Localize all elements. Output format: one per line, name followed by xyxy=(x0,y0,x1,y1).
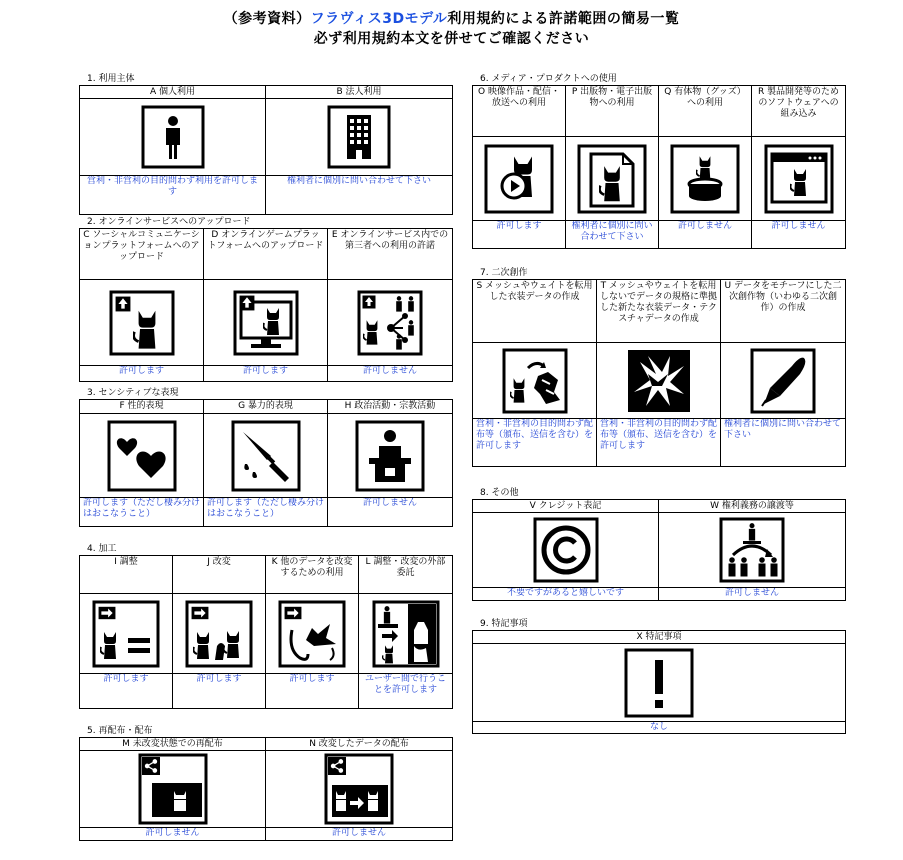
building-icon xyxy=(266,99,452,176)
item-x xyxy=(473,631,845,733)
section-title: 3. センシティブな表現 xyxy=(87,388,179,398)
item-heading: E オンラインサービス内での第三者への利用の許諾 xyxy=(328,229,452,280)
video-icon xyxy=(473,137,565,221)
section-title: 4. 加工 xyxy=(87,544,117,554)
item-w xyxy=(659,500,845,600)
item-heading: O 映像作品・配信・放送への利用 xyxy=(473,86,565,137)
item-value: 権利者に個別に問い合わせて下さい xyxy=(286,176,431,186)
pen-icon xyxy=(721,343,845,419)
item-heading: G 暴力的表現 xyxy=(204,400,327,414)
license-table xyxy=(79,228,453,382)
item-heading: X 特記事項 xyxy=(473,631,845,644)
item-heading: M 未改変状態での再配布 xyxy=(80,738,265,751)
redistribute-icon xyxy=(80,751,265,828)
item-value: 許可します xyxy=(289,674,335,684)
item-b xyxy=(266,86,452,214)
item-heading: P 出版物・電子出版物への利用 xyxy=(566,86,658,137)
podium-icon xyxy=(328,414,452,498)
item-d xyxy=(204,229,328,381)
item-heading: C ソーシャルコミュニケーションプラットフォームへのアップロード xyxy=(80,229,203,280)
item-j xyxy=(173,556,266,708)
license-table xyxy=(472,499,846,601)
item-value: 営利・非営利の目的問わず配布等（頒布、送信を含む）を許可します xyxy=(476,419,594,451)
section-title: 5. 再配布・配布 xyxy=(87,726,153,736)
section-usage-subject xyxy=(79,73,453,215)
item-heading: B 法人利用 xyxy=(266,86,452,99)
item-heading: A 個人利用 xyxy=(80,86,265,99)
item-value: なし xyxy=(649,722,668,732)
item-value: 許可します（ただし棲み分けはおこなうこと） xyxy=(83,498,201,519)
item-heading: T メッシュやウェイトを転用しないでデータの規格に準拠した新たな衣装データ・テクスチャデータの作成 xyxy=(597,280,720,343)
item-value: 権利者に個別に問い合わせて下さい xyxy=(724,419,842,440)
item-value: 許可しません xyxy=(724,588,779,598)
item-value: 不要ですがあると嬉しいです xyxy=(506,588,624,598)
game-upload-icon xyxy=(204,280,327,366)
knife-icon xyxy=(204,414,327,498)
item-m xyxy=(80,738,266,840)
item-value: 許可しません xyxy=(362,366,417,376)
item-value: 許可します xyxy=(242,366,288,376)
item-r xyxy=(752,86,845,248)
item-t xyxy=(597,280,721,466)
item-k xyxy=(266,556,359,708)
software-icon xyxy=(752,137,845,221)
item-value: 営利・非営利の目的問わず配布等（頒布、送信を含む）を許可します xyxy=(600,419,718,451)
item-h xyxy=(328,400,452,526)
section-media-products xyxy=(472,73,846,249)
section-sensitive-expression xyxy=(79,387,453,527)
item-value: 許可します xyxy=(196,674,242,684)
section-other xyxy=(472,487,846,601)
item-o xyxy=(473,86,566,248)
item-e xyxy=(328,229,452,381)
goods-icon xyxy=(659,137,751,221)
section-online-upload xyxy=(79,216,453,382)
item-heading: J 改変 xyxy=(173,556,265,594)
section-title: 1. 利用主体 xyxy=(87,74,135,84)
merge-data-icon xyxy=(266,594,358,674)
item-heading: D オンラインゲームプラットフォームへのアップロード xyxy=(204,229,327,280)
title-suffix: 利用規約による許諾範囲の簡易一覧 xyxy=(447,11,680,27)
license-table xyxy=(79,85,453,215)
item-a xyxy=(80,86,266,214)
item-value: ユーザー間で行うことを許可します xyxy=(364,674,446,695)
item-heading: N 改変したデータの配布 xyxy=(266,738,452,751)
section-title: 6. メディア・プロダクトへの使用 xyxy=(480,74,617,84)
item-heading: Q 有体物（グッズ）への利用 xyxy=(659,86,751,137)
item-s xyxy=(473,280,597,466)
item-q xyxy=(659,86,752,248)
item-value: 許可しません xyxy=(771,221,826,231)
license-table xyxy=(79,555,453,709)
person-icon xyxy=(80,99,265,176)
item-v xyxy=(473,500,659,600)
section-title: 8. その他 xyxy=(480,488,519,498)
item-heading: F 性的表現 xyxy=(80,400,203,414)
modify-icon xyxy=(173,594,265,674)
item-value: 許可しません xyxy=(145,828,200,838)
outsource-icon xyxy=(359,594,452,674)
item-f xyxy=(80,400,204,526)
item-heading: I 調整 xyxy=(80,556,172,594)
copyright-icon xyxy=(473,513,658,588)
license-table xyxy=(472,279,846,467)
section-processing xyxy=(79,543,453,709)
title-line-1 xyxy=(0,8,903,28)
item-heading: H 政治活動・宗教活動 xyxy=(328,400,452,414)
title-prefix: （参考資料） xyxy=(223,11,311,27)
license-table xyxy=(472,630,846,734)
item-i xyxy=(80,556,173,708)
item-value: 許可しません xyxy=(677,221,732,231)
item-value: 権利者に個別に問い合わせて下さい xyxy=(571,221,653,242)
license-table xyxy=(472,85,846,249)
social-upload-icon xyxy=(80,280,203,366)
item-value: 許可します（ただし棲み分けはおこなうこと） xyxy=(207,498,325,519)
item-value: 許可します xyxy=(103,674,149,684)
section-title: 9. 特記事項 xyxy=(480,619,528,629)
publication-icon xyxy=(566,137,658,221)
item-n xyxy=(266,738,452,840)
item-value: 許可しません xyxy=(331,828,386,838)
title-brand: フラヴィス3Dモデル xyxy=(310,11,448,27)
hearts-icon xyxy=(80,414,203,498)
item-value: 営利・非営利の目的問わず利用を許可します xyxy=(86,176,258,197)
item-c xyxy=(80,229,204,381)
item-heading: K 他のデータを改変するための利用 xyxy=(266,556,358,594)
item-heading: W 権利義務の譲渡等 xyxy=(659,500,845,513)
distribute-modified-icon xyxy=(266,751,452,828)
item-value: 許可します xyxy=(496,221,542,231)
license-table xyxy=(79,737,453,841)
item-heading: L 調整・改変の外部委託 xyxy=(359,556,452,594)
transfer-icon xyxy=(659,513,845,588)
section-redistribution xyxy=(79,725,453,841)
section-special-notes xyxy=(472,618,846,734)
item-p xyxy=(566,86,659,248)
third-party-share-icon xyxy=(328,280,452,366)
license-table xyxy=(79,399,453,527)
item-heading: V クレジット表記 xyxy=(473,500,658,513)
item-g xyxy=(204,400,328,526)
mesh-outfit-icon xyxy=(473,343,596,419)
item-u xyxy=(721,280,845,466)
item-heading: R 製品開発等のためのソフトウェアへの組み込み xyxy=(752,86,845,137)
item-value: 許可します xyxy=(118,366,164,376)
title-line-2: 必ず利用規約本文を併せてご確認ください xyxy=(313,31,590,47)
exclamation-icon xyxy=(473,644,845,722)
item-l xyxy=(359,556,452,708)
item-value: 許可しません xyxy=(362,498,417,508)
adjust-icon xyxy=(80,594,172,674)
item-heading: U データをモチーフにした二次創作物（いわゆる二次創作）の作成 xyxy=(721,280,845,343)
section-title: 2. オンラインサービスへのアップロード xyxy=(87,217,251,227)
new-outfit-icon xyxy=(597,343,720,419)
section-derivative-works xyxy=(472,267,846,467)
item-heading: S メッシュやウェイトを転用した衣装データの作成 xyxy=(473,280,596,343)
section-title: 7. 二次創作 xyxy=(480,268,528,278)
